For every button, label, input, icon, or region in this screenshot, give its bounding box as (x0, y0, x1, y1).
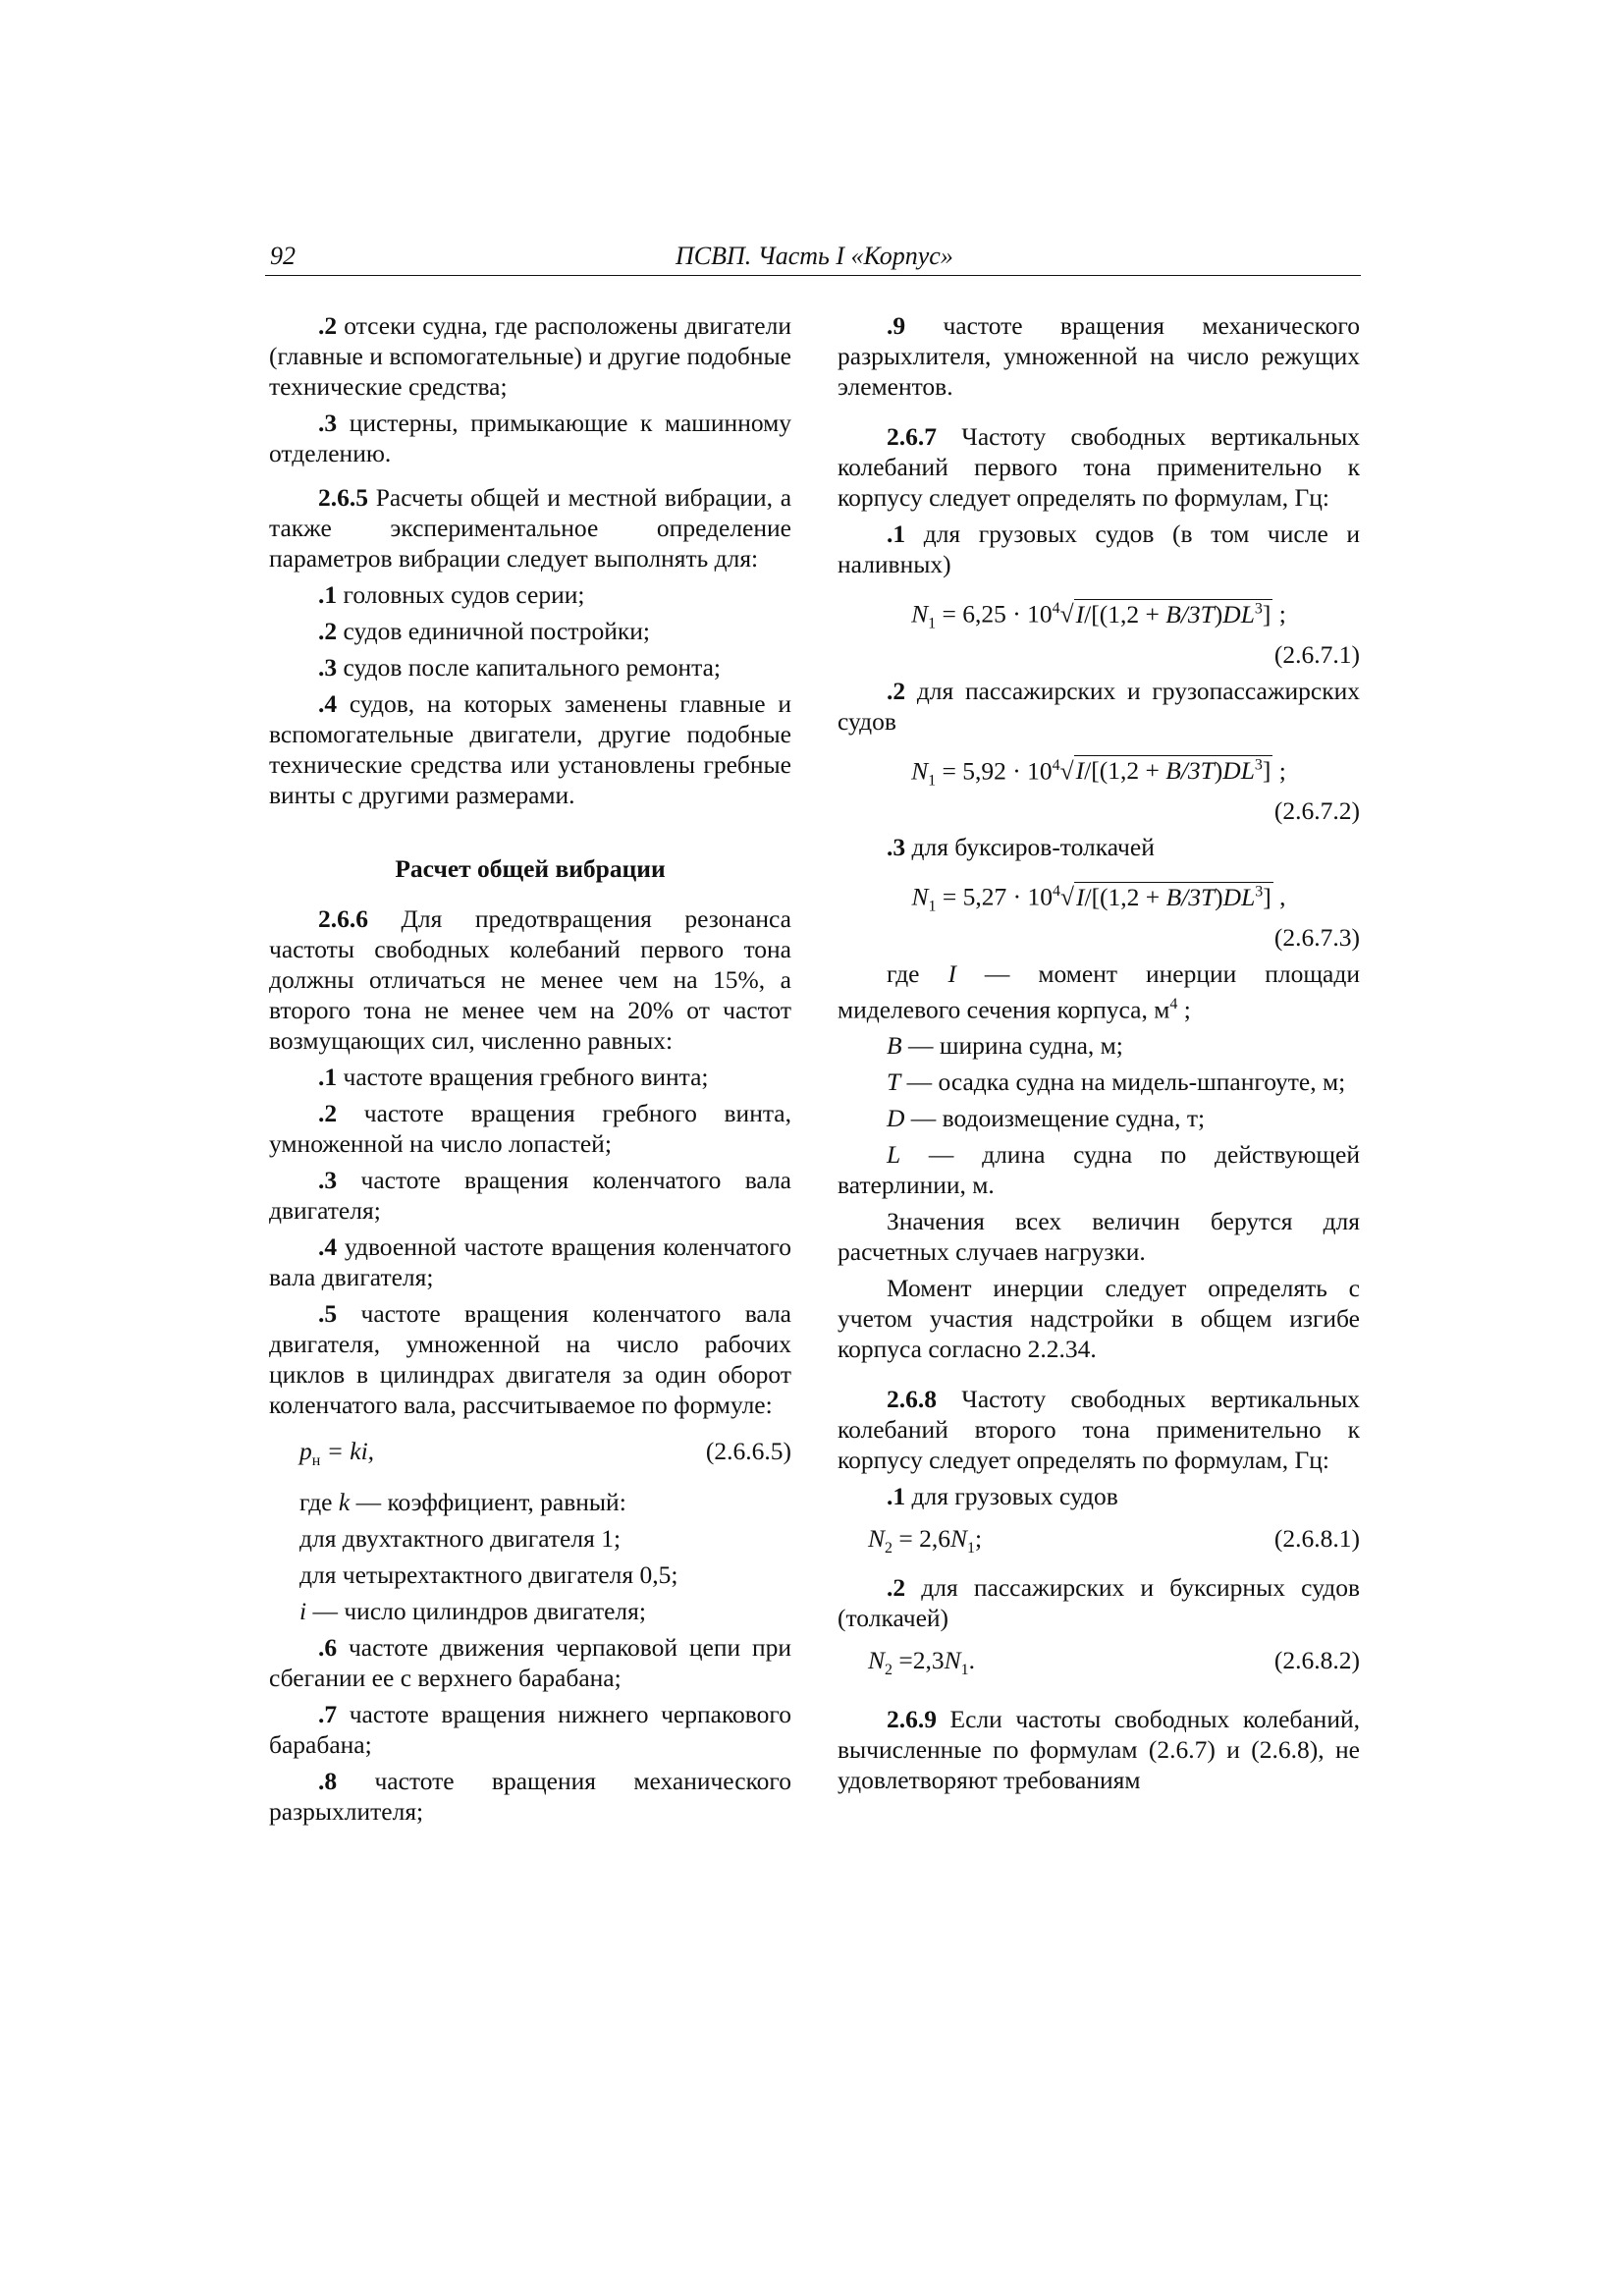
radicand (1074, 882, 1273, 911)
subscript-1: 1 (928, 615, 937, 632)
var-k: k (338, 1488, 351, 1516)
equation-rhs: = 2,6 (893, 1524, 951, 1554)
definition-text: — водоизмещение судна, т; (904, 1104, 1206, 1133)
page-header (265, 240, 1361, 276)
subscript-2: 2 (885, 1662, 893, 1679)
equation-2-6-7-2: $N_1 = 5,92 \cdot 10^4√I/[(1,2 + B/3T)DL^3]$ ; (911, 756, 1286, 790)
definition-text: — осадка судна на мидель-шпангоуте, м; (900, 1067, 1346, 1097)
item-number: .1 (318, 580, 338, 609)
equation-coefficient: = 5,27 · 10 (936, 882, 1053, 911)
var-I: I (1075, 599, 1085, 629)
running-title: ПСВП. Часть I «Корпус» (676, 242, 953, 270)
exponent-3: 3 (1254, 756, 1263, 774)
list-item-text: частоте вращения гребного винта; (343, 1063, 709, 1091)
list-item (269, 1165, 791, 1226)
item-number: .7 (318, 1700, 338, 1728)
radicand-close: ) (1215, 882, 1223, 911)
list-item (838, 832, 1360, 862)
list-item (838, 310, 1360, 402)
var-DL: DL (1222, 882, 1256, 911)
item-number: .5 (318, 1299, 338, 1328)
var-D: D (887, 1104, 905, 1133)
item-number: .8 (318, 1767, 338, 1795)
var-I: I (1075, 882, 1085, 911)
equation-2-6-6-5 (299, 1436, 791, 1469)
radicand-end: ] (1262, 599, 1271, 629)
definition-text: — коэффициент, равный: (350, 1488, 626, 1516)
var-DL: DL (1222, 756, 1255, 786)
item-number: .3 (318, 1166, 338, 1194)
list-item-text: частоте вращения механического разрыхлителя; (269, 1767, 791, 1826)
paragraph-text: отсеки судна, где расположены двигатели (главные и вспомогательные) и другие подобные технические средства; (269, 311, 791, 401)
item-number: .6 (318, 1633, 338, 1662)
where-L (838, 1139, 1360, 1200)
list-item (269, 688, 791, 810)
item-number: .1 (887, 519, 906, 548)
equation-coefficient: = 5,92 · 10 (936, 756, 1053, 786)
item-number: .2 (318, 617, 338, 645)
paragraph-text: Частоту свободных вертикальных колебаний первого тона применительно к корпусу следует определять по формулам, Гц: (838, 422, 1360, 512)
list-item (269, 1298, 791, 1420)
page-number: 92 (270, 242, 296, 270)
paragraph-text: Если частоты свободных колебаний, вычисленные по формулам (2.6.7) и (2.6.8), не удовлетворяют требованиям (838, 1705, 1360, 1795)
equation-number: (2.6.8.2) (1273, 1646, 1360, 1675)
list-item-text: судов единичной постройки; (343, 617, 650, 645)
where-i (269, 1596, 791, 1626)
var-L: L (887, 1140, 901, 1170)
exponent-4: 4 (1052, 756, 1060, 774)
var-B3T: B/3T (1165, 756, 1215, 786)
list-item-text: головных судов серии; (343, 580, 585, 609)
equation-punctuation: ; (1272, 599, 1286, 629)
radicand-end: ] (1263, 882, 1271, 911)
clause-number: 2.6.7 (887, 422, 937, 451)
paragraph-values: Значения всех величин берутся для расчетных случаев нагрузки. (838, 1207, 1360, 1267)
list-item (269, 1766, 791, 1827)
equation-expression (299, 1436, 374, 1476)
var-I: I (1075, 756, 1085, 786)
clause-number: 2.6.8 (887, 1385, 937, 1414)
clause-2-6-5 (269, 482, 791, 574)
list-item-text: для пассажирских и буксирных судов (толкачей) (838, 1573, 1360, 1633)
list-item-text: частоте вращения гребного винта, умноженной на число лопастей; (269, 1099, 791, 1158)
clause-number: 2.6.5 (318, 483, 368, 512)
list-item-text: судов, на которых заменены главные и вспомогательные двигатели, другие подобные технические средства или установлены гребные винты с другими размерами. (269, 689, 792, 809)
list-item-text: для грузовых судов (911, 1482, 1118, 1511)
radicand-mid: /[(1,2 + (1084, 756, 1166, 786)
equation-expression (868, 1645, 975, 1685)
item-number: .2 (318, 1099, 338, 1127)
list-item-text: удвоенной частоте вращения коленчатого вала двигателя; (269, 1232, 792, 1291)
item-number: .2 (887, 676, 906, 705)
left-column (269, 310, 791, 1827)
list-item (838, 1572, 1360, 1633)
radicand-mid: /[(1,2 + (1084, 882, 1166, 911)
list-item (838, 676, 1360, 737)
radicand (1074, 599, 1273, 629)
exponent-4: 4 (1052, 600, 1060, 617)
list-item (269, 1699, 791, 1760)
item-number: .4 (318, 689, 338, 718)
list-item (838, 1481, 1360, 1511)
paragraph-text: Для предотвращения резонанса частоты свободных колебаний первого тона должны отличаться не менее чем на 15%, а второго тона не менее чем на 20% от частот возмущающих сил, численно равных: (269, 904, 791, 1055)
var-B: B (887, 1031, 902, 1061)
var-N: N (868, 1524, 886, 1554)
equation-2-6-7-1: $N_1 = 6,25 \cdot 10^4√I/[(1,2 + B/3T)DL^3]$ ; (911, 599, 1286, 632)
item-number: .3 (318, 653, 338, 682)
list-item (269, 652, 791, 683)
var-DL: DL (1222, 599, 1255, 629)
paragraph-moment: Момент инерции следует определять с учетом участия надстройки в общем изгибе корпуса согласно 2.2.34. (838, 1274, 1360, 1364)
list-item-text: для буксиров-толкачей (911, 833, 1155, 862)
clause-number: 2.6.9 (887, 1705, 937, 1734)
where-T (838, 1066, 1360, 1097)
paragraph-text: Расчеты общей и местной вибрации, а также экспериментальное определение параметров вибрации следует выполнять для: (269, 483, 792, 573)
var-N: N (911, 882, 929, 911)
clause-number: 2.6.6 (318, 904, 368, 933)
subscript-2: 2 (885, 1540, 893, 1558)
item-number: .3 (318, 409, 338, 437)
item-number: .1 (887, 1482, 906, 1511)
list-item (269, 616, 791, 646)
clause-2-6-8 (838, 1384, 1360, 1475)
equation-2-6-7-3: $N_1 = 5,27 \cdot 10^4√I/[(1,2 + B/3T)DL^3]$ , (911, 882, 1286, 915)
subscript-n: н (311, 1452, 321, 1470)
list-item (269, 579, 791, 610)
var-p: p (299, 1437, 312, 1465)
var-N: N (944, 1646, 961, 1675)
exponent-4: 4 (1052, 883, 1060, 901)
var-N: N (950, 1524, 968, 1554)
var-i: i (299, 1597, 307, 1625)
where-D (838, 1103, 1360, 1133)
right-column (838, 310, 1360, 1795)
subscript-1: 1 (928, 898, 937, 915)
list-item-text: частоте вращения коленчатого вала двигателя; (269, 1166, 791, 1225)
clause-2-6-6 (269, 903, 791, 1056)
list-item-text: частоте движения черпаковой цепи при сбегании ее с верхнего барабана; (269, 1633, 791, 1692)
var-N: N (911, 756, 929, 786)
exponent-3: 3 (1255, 883, 1264, 901)
paragraph-text: цистерны, примыкающие к машинному отделению. (269, 409, 791, 467)
clause-2-6-9 (838, 1704, 1360, 1795)
item-number: .2 (318, 311, 338, 340)
item-number: .4 (318, 1232, 338, 1261)
radicand-close: ) (1214, 756, 1223, 786)
four-stroke-value: для четырехтактного двигателя 0,5; (299, 1560, 678, 1589)
paragraph-tanks (269, 408, 791, 468)
var-N: N (868, 1646, 886, 1675)
equation-2-6-8-2 (868, 1645, 1360, 1678)
list-item-text: для пассажирских и грузопассажирских судов (838, 676, 1360, 736)
list-item-text: частоте вращения нижнего черпакового барабана; (269, 1700, 791, 1759)
equation-punctuation: , (1272, 882, 1286, 911)
definition-text: — число цилиндров двигателя; (306, 1597, 646, 1625)
equation-number: (2.6.8.1) (1273, 1524, 1360, 1554)
radicand (1074, 755, 1273, 785)
clause-2-6-7 (838, 421, 1360, 513)
var-I: I (947, 958, 956, 988)
list-item (269, 1062, 791, 1092)
var-N: N (911, 599, 929, 629)
where-word: где (887, 958, 948, 988)
paragraph-text: Частоту свободных вертикальных колебаний второго тона применительно к корпусу следует определять по формулам, Гц: (838, 1385, 1360, 1475)
equation-punctuation: ; (1272, 756, 1286, 786)
paragraph-compartments (269, 310, 791, 402)
equation-2-6-8-1 (868, 1523, 1360, 1557)
where-B (838, 1030, 1360, 1061)
var-B3T: B/3T (1165, 599, 1215, 629)
equation-coefficient: = 6,25 · 10 (936, 599, 1053, 629)
list-item (838, 519, 1360, 579)
two-stroke-value: для двухтактного двигателя 1; (299, 1524, 622, 1553)
section-heading: Расчет общей вибрации (395, 854, 666, 883)
list-item-text: частоте вращения механического разрыхлителя, умноженной на число режущих элементов. (838, 311, 1360, 401)
radicand-end: ] (1262, 756, 1271, 786)
definition-text: — ширина судна, м; (901, 1031, 1123, 1061)
definition-text: — длина судна по действующей ватерлинии, м. (838, 1140, 1360, 1200)
item-number: .9 (887, 311, 906, 340)
subscript-1: 1 (928, 772, 937, 790)
equation-punctuation: . (968, 1646, 976, 1675)
where-I (838, 958, 1360, 1025)
radicand-close: ) (1214, 599, 1223, 629)
equation-number: (2.6.7.1) (1273, 639, 1360, 669)
subscript-1: 1 (967, 1540, 976, 1558)
equation-number: (2.6.7.3) (1273, 922, 1360, 952)
subscript-1: 1 (960, 1662, 969, 1679)
definition-text: — момент инерции площади миделевого сечения корпуса, м (838, 958, 1360, 1024)
where-k: где k — коэффициент, равный: (299, 1488, 626, 1516)
list-item-text: для грузовых судов (в том числе и наливных) (838, 519, 1360, 578)
equation-rhs: = ki, (320, 1437, 375, 1465)
list-item (269, 1098, 791, 1159)
equation-number: (2.6.6.5) (705, 1437, 791, 1465)
equation-expression (868, 1523, 982, 1563)
radicand-mid: /[(1,2 + (1084, 599, 1166, 629)
equation-number: (2.6.7.2) (1273, 796, 1360, 826)
list-item (269, 1231, 791, 1292)
equation-punctuation: ; (975, 1524, 983, 1554)
exponent-3: 3 (1254, 600, 1263, 617)
item-number: .3 (887, 833, 906, 862)
list-item (269, 1632, 791, 1693)
unit-exponent: 4 (1169, 995, 1178, 1012)
var-B3T: B/3T (1165, 882, 1216, 911)
item-number: .1 (318, 1063, 338, 1091)
var-T: T (887, 1067, 901, 1097)
item-number: .2 (887, 1573, 906, 1603)
equation-rhs: =2,3 (893, 1646, 945, 1675)
list-item-text: судов после капитального ремонта; (343, 653, 721, 682)
definition-end: ; (1177, 995, 1191, 1024)
list-item-text: частоте вращения коленчатого вала двигателя, умноженной на число рабочих циклов в цилиндрах двигателя за один оборот коленчатого вала, рассчитываемое по формуле: (269, 1299, 791, 1419)
